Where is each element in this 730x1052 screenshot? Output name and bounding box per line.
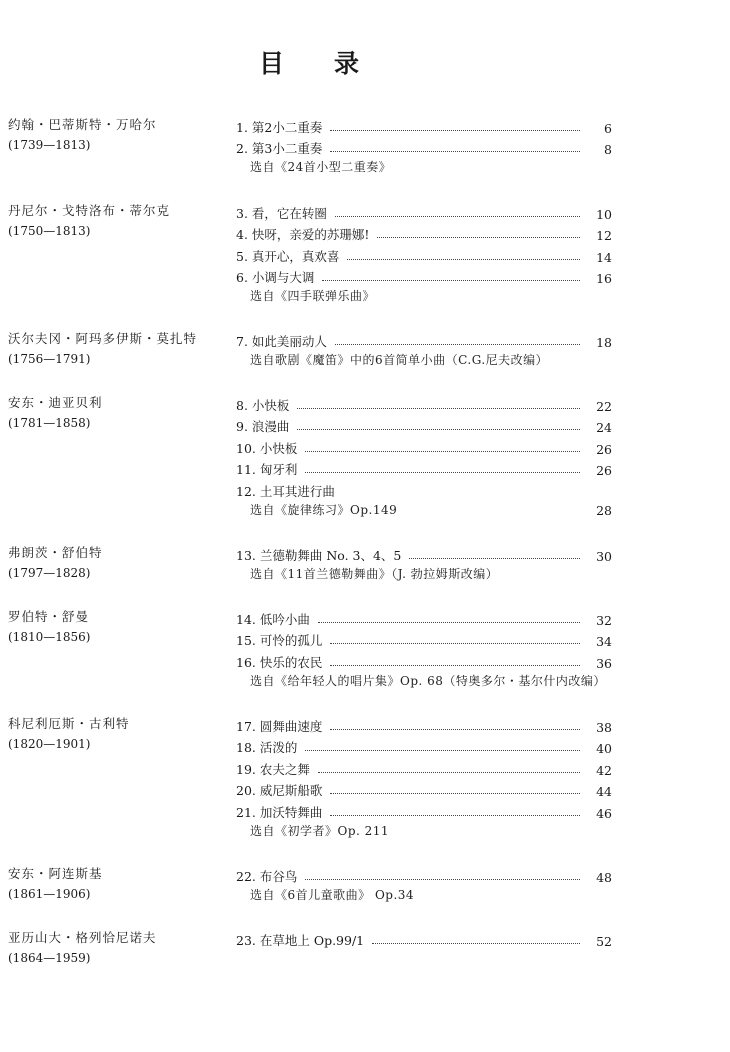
entry-page: 46 — [596, 805, 612, 821]
composer-info — [8, 713, 130, 755]
entry-title: 9. 浪漫曲 — [236, 419, 290, 434]
dot-leader — [305, 471, 580, 473]
source-note: 选自《给年轻人的唱片集》Op. 68（特奥多尔・基尔什内改编） — [250, 673, 606, 688]
entry-title: 21. 加沃特舞曲 — [236, 804, 323, 820]
entry-page: 8 — [604, 142, 612, 157]
composer-name: 罗伯特・舒曼 — [8, 609, 90, 624]
composer-years: (1750—1813) — [8, 224, 91, 238]
dot-leader — [409, 557, 580, 559]
entry-title: 5. 真开心，真欢喜 — [236, 248, 340, 264]
toc-entry[interactable] — [236, 778, 612, 800]
entry-list — [236, 606, 612, 692]
source-note: 选自《初学者》Op. 211 — [250, 823, 390, 838]
entry-page: 38 — [596, 719, 612, 735]
source-note: 选自《6首儿童歌曲》 Op.34 — [250, 887, 415, 902]
entry-page: 16 — [596, 271, 612, 286]
entry-page: 12 — [596, 228, 612, 243]
composer-years: (1810—1856) — [8, 630, 91, 644]
entry-title: 23. 在草地上 Op.99/1 — [236, 932, 365, 948]
toc-entry[interactable] — [236, 222, 612, 244]
source-note: 选自《四手联弹乐曲》 — [250, 289, 376, 303]
page-title — [0, 44, 620, 80]
entry-page: 32 — [596, 612, 612, 628]
dot-leader — [335, 343, 580, 345]
entry-page: 48 — [596, 869, 612, 885]
composer-name: 安东・迪亚贝利 — [8, 395, 103, 410]
dot-leader — [297, 407, 580, 409]
entry-list — [236, 114, 612, 178]
entry-title: 19. 农夫之舞 — [236, 761, 310, 777]
toc-entry[interactable] — [236, 136, 612, 158]
entry-page: 28 — [596, 502, 612, 518]
dot-leader — [372, 942, 580, 944]
dot-leader — [305, 878, 580, 880]
composer-info — [8, 114, 157, 156]
composer-info — [8, 606, 90, 648]
entry-list — [236, 927, 612, 949]
entry-title: 2. 第3小二重奏 — [236, 141, 323, 156]
dot-leader — [330, 814, 580, 816]
toc-entry[interactable] — [236, 649, 612, 671]
dot-leader — [318, 621, 580, 623]
toc-entry[interactable] — [236, 756, 612, 778]
toc-entry[interactable] — [236, 863, 612, 885]
composer-info — [8, 328, 197, 370]
entry-page: 26 — [596, 463, 612, 478]
entry-title: 12. 土耳其进行曲 — [236, 483, 335, 499]
entry-list — [236, 328, 612, 371]
entry-title: 22. 布谷鸟 — [236, 868, 298, 884]
dot-leader — [330, 150, 580, 152]
entry-page: 34 — [596, 634, 612, 649]
composer-name: 安东・阿连斯基 — [8, 866, 103, 881]
toc-entry[interactable] — [236, 200, 612, 222]
toc-entry[interactable] — [236, 542, 612, 564]
composer-name: 丹尼尔・戈特洛布・蒂尔克 — [8, 203, 171, 218]
toc-entry[interactable] — [236, 628, 612, 650]
entry-list — [236, 713, 612, 842]
entry-page: 18 — [596, 334, 612, 350]
composer-years: (1781—1858) — [8, 416, 91, 430]
entry-list — [236, 200, 612, 307]
toc-entry[interactable] — [236, 735, 612, 757]
composer-years: (1756—1791) — [8, 352, 91, 366]
title-char-2: 录 — [334, 49, 362, 78]
source-note: 选自《11首兰德勒舞曲》（J. 勃拉姆斯改编） — [250, 566, 499, 581]
entry-title: 11. 匈牙利 — [236, 462, 298, 477]
dot-leader — [330, 129, 580, 131]
source-note: 选自歌剧《魔笛》中的6首简单小曲（C.G.尼夫改编） — [250, 352, 549, 367]
entry-page: 14 — [596, 249, 612, 265]
toc-entry[interactable] — [236, 457, 612, 479]
dot-leader — [330, 664, 580, 666]
entry-title: 13. 兰德勒舞曲 No. 3、4、5 — [236, 547, 402, 563]
composer-info — [8, 542, 103, 584]
toc-entry[interactable] — [236, 392, 612, 414]
dot-leader — [330, 642, 580, 644]
entry-page: 6 — [604, 120, 612, 136]
title-char-1: 目 — [258, 49, 286, 78]
entry-title: 7. 如此美丽动人 — [236, 333, 327, 349]
entry-title: 4. 快呀，亲爱的苏珊娜! — [236, 227, 370, 242]
source-note: 选自《24首小型二重奏》 — [250, 160, 392, 174]
composer-info — [8, 392, 103, 434]
composer-years: (1864—1959) — [8, 951, 91, 965]
toc-entry[interactable] — [236, 478, 612, 500]
composer-name: 沃尔夫冈・阿玛多伊斯・莫扎特 — [8, 331, 198, 346]
composer-years: (1797—1828) — [8, 566, 91, 580]
dot-leader — [297, 428, 580, 430]
entry-page: 26 — [596, 441, 612, 457]
dot-leader — [305, 450, 580, 452]
composer-name: 弗朗茨・舒伯特 — [8, 545, 103, 560]
entry-title: 18. 活泼的 — [236, 740, 298, 755]
toc-entry[interactable] — [236, 265, 612, 287]
toc-entry[interactable] — [236, 713, 612, 735]
entry-page: 42 — [596, 762, 612, 778]
source-row — [236, 500, 612, 521]
entry-title: 8. 小快板 — [236, 397, 290, 413]
dot-leader — [330, 792, 580, 794]
entry-title: 10. 小快板 — [236, 440, 298, 456]
entry-page: 40 — [596, 741, 612, 756]
entry-list — [236, 863, 612, 906]
composer-info — [8, 863, 103, 905]
entry-title: 14. 低吟小曲 — [236, 611, 310, 627]
entry-page: 10 — [596, 206, 612, 222]
composer-info — [8, 927, 157, 969]
entry-title: 1. 第2小二重奏 — [236, 119, 323, 135]
entry-title: 20. 威尼斯船歌 — [236, 783, 323, 798]
toc-entry[interactable] — [236, 114, 612, 136]
composer-years: (1739—1813) — [8, 138, 91, 152]
dot-leader — [322, 279, 580, 281]
entry-list — [236, 392, 612, 521]
toc-entry[interactable] — [236, 927, 612, 949]
dot-leader — [330, 728, 580, 730]
composer-name: 约翰・巴蒂斯特・万哈尔 — [8, 117, 157, 132]
dot-leader — [347, 258, 580, 260]
toc-entry[interactable] — [236, 799, 612, 821]
toc-entry[interactable] — [236, 435, 612, 457]
dot-leader — [318, 771, 580, 773]
entry-page: 52 — [596, 933, 612, 949]
entry-page: 44 — [596, 784, 612, 799]
toc-entry[interactable] — [236, 328, 612, 350]
entry-title: 15. 可怜的孤儿 — [236, 633, 323, 648]
dot-leader — [377, 236, 580, 238]
source-note: 选自《旋律练习》Op.149 — [250, 502, 398, 517]
toc-entry[interactable] — [236, 243, 612, 265]
entry-page: 36 — [596, 655, 612, 671]
entry-list — [236, 542, 612, 585]
entry-title: 6. 小调与大调 — [236, 270, 315, 285]
entry-title: 17. 圆舞曲速度 — [236, 718, 323, 734]
composer-name: 科尼利厄斯・古利特 — [8, 716, 130, 731]
entry-page: 30 — [596, 548, 612, 564]
composer-info — [8, 200, 170, 242]
composer-name: 亚历山大・格列恰尼诺夫 — [8, 930, 157, 945]
toc-entry[interactable] — [236, 606, 612, 628]
composer-years: (1861—1906) — [8, 887, 91, 901]
composer-years: (1820—1901) — [8, 737, 91, 751]
toc-entry[interactable] — [236, 414, 612, 436]
dot-leader — [335, 215, 580, 217]
entry-page: 22 — [596, 398, 612, 414]
entry-title: 3. 看，它在转圈 — [236, 205, 327, 221]
dot-leader — [305, 749, 580, 751]
entry-title: 16. 快乐的农民 — [236, 654, 323, 670]
entry-page: 24 — [596, 420, 612, 435]
